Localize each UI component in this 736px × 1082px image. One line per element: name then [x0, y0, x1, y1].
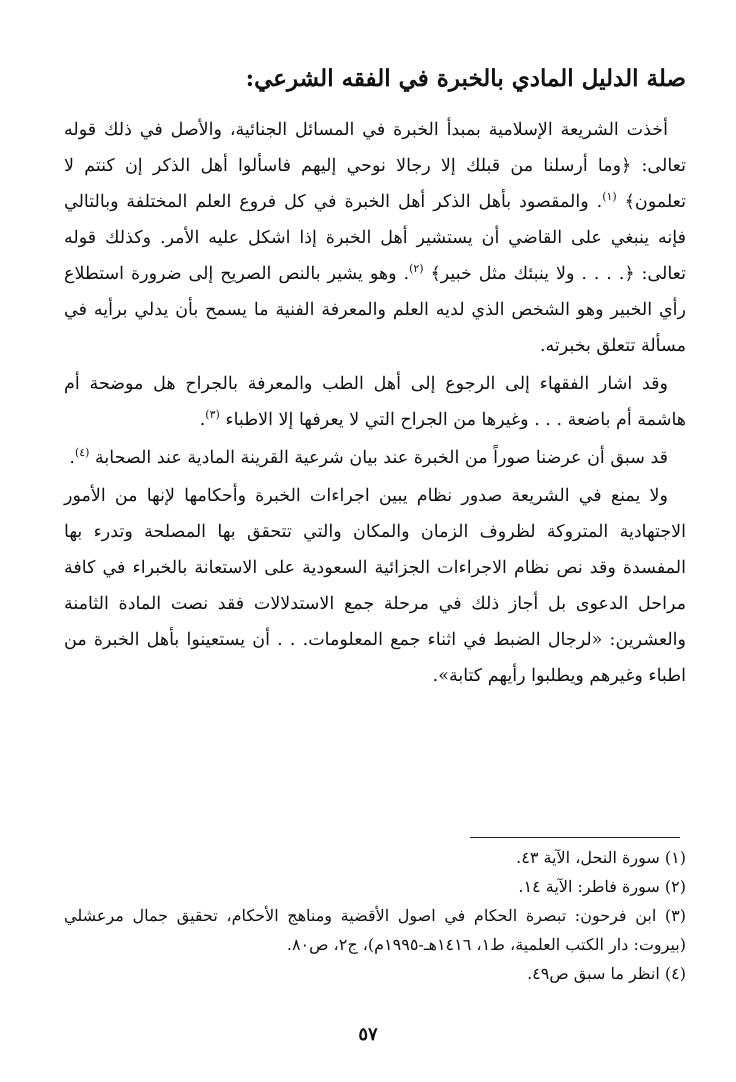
paragraph-4-text: ولا يمنع في الشريعة صدور نظام يبين اجراءات الخبرة وأحكامها لإنها من الأمور الاجتهادية المتروكة لظروف الزمان والمكان والتي تتحقق بها المصلحة وتدرء بها المفسدة وقد نص نظام الاجراءات الجزائية السعودية على الاستعانة بالخبراء في كافة مراحل الدعوى بل أجاز ذلك في مرحلة جمع الاستدلالات فقد نصت المادة الثامنة والعشرين: «لرجال الضبط في اثناء جمع المعلومات. . . أن يستعينوا بأهل الخبرة من اطباء وغيرهم ويطلبوا رأيهم كتابة».: [64, 486, 686, 686]
paragraph-3-text: قد سبق أن عرضنا صوراً من الخبرة عند بيان شرعية القرينة المادية عند الصحابة: [95, 448, 668, 468]
footnote-2: (٢) سورة فاطر: الآية ١٤.: [518, 877, 686, 896]
paragraph-2: [64, 366, 686, 438]
paragraph-2-tail: .: [199, 410, 206, 430]
paragraph-2-text: وقد اشار الفقهاء إلى الرجوع إلى أهل الطب والمعرفة بالجراح هل موضحة أم هاشمة أم باضعة . . . وغيرها من الجراح التي لا يعرفها إلا الاطباء: [64, 374, 686, 430]
paragraph-4: [64, 478, 686, 694]
main-content: [64, 62, 686, 696]
paragraph-1-tail: . والمقصود بأهل الذكر أهل الخبرة في كل فروع العلم المختلفة وبالتالي فإنه ينبغي على القاضي أن يستشير أهل الخبرة إذا اشكل عليه الأمر. وكذلك قوله تعالى: ﴿. . . . ولا ينبئك مثل خبير﴾: [64, 192, 686, 284]
footnote-4: (٤) انظر ما سبق ص٤٩.: [527, 964, 686, 983]
footnote-ref-3: (٣): [205, 408, 220, 422]
footnote-ref-1: (١): [602, 190, 617, 204]
footnote-3: (٣) ابن فرحون: تبصرة الحكام في اصول الأقضية ومناهج الأحكام، تحقيق جمال مرعشلي (بيروت: دار الكتب العلمية، ط١، ١٤١٦هـ-١٩٩٥م)، ج٢، ص٨٠.: [64, 906, 686, 954]
footnote-ref-4: (٤): [74, 446, 90, 460]
footnotes: [64, 843, 686, 988]
paragraph-3: [64, 440, 686, 476]
paragraph-1-tail2: . وهو يشير بالنص الصريح إلى ضرورة استطلاع رأي الخبير وهو الشخص الذي لديه العلم والمعرفة الفنية ما يسمح بأن يدلي برأيه في مسألة تتعلق بخبرته.: [64, 264, 686, 356]
paragraph-1-text: أخذت الشريعة الإسلامية بمبدأ الخبرة في المسائل الجنائية، والأصل في ذلك قوله تعالى: ﴿وما أرسلنا من قبلك إلا رجالا نوحي إليهم فاسألوا أهل الذكر إن كنتم لا تعلمون﴾: [64, 120, 686, 212]
paragraph-3-tail: .: [69, 448, 75, 468]
paragraph-1: [64, 112, 686, 364]
footnote-separator: [470, 837, 680, 838]
footnote-1: (١) سورة النحل، الآية ٤٣.: [516, 848, 686, 867]
section-heading: صلة الدليل المادي بالخبرة في الفقه الشرعي:: [245, 65, 686, 92]
page-number: ٥٧: [358, 1024, 378, 1045]
footnote-ref-2: (٢): [409, 262, 424, 276]
